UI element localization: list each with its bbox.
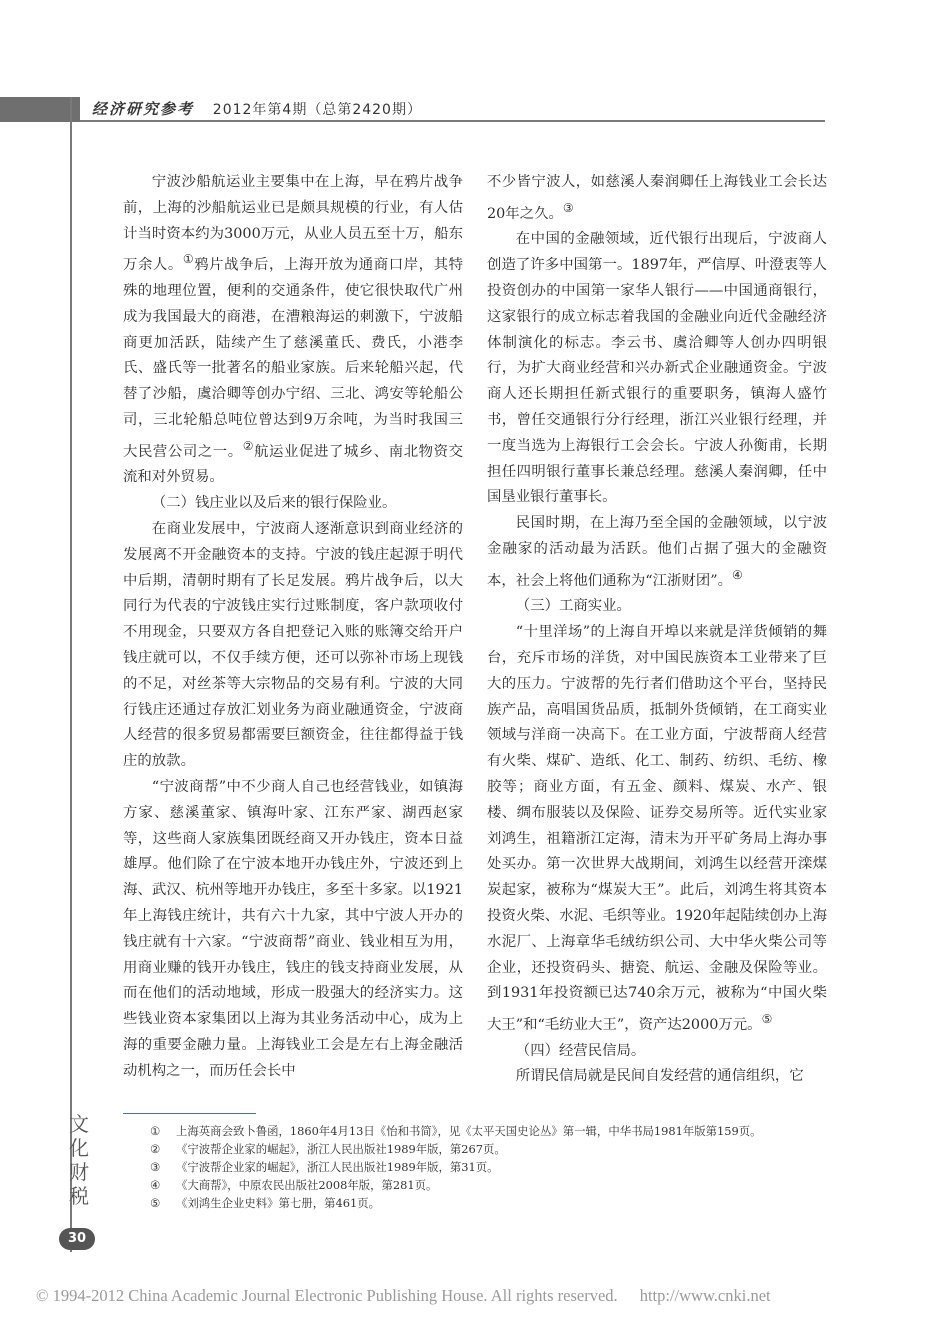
section-side-label: 文 化 财 税 [69, 1112, 89, 1208]
paragraph: 宁波沙船航运业主要集中在上海，早在鸦片战争前，上海的沙船航运业已是颇具规模的行业，有人估计当时资本约为3000万元，从业人员五至十万，船东万余人。①鸦片战争后，上海开放为通商口岸，其特殊的地理位置，便利的交通条件，使它很快取代广州成为我国最大的商港，在漕粮海运的刺激下，宁波船商更加活跃，陆续产生了慈溪董氏、费氏，小港李氏、盛氏等一批著名的船业家族。后来轮船兴起，代替了沙船，虞洽卿等创办宁绍、三北、鸿安等轮船公司，三北轮船总吨位曾达到9万余吨，为当时我国三大民营公司之一。②航运业促进了城乡、南北物资交流和对外贸易。 [123, 174, 463, 486]
section-heading: （二）钱庄业以及后来的银行保险业。 [151, 495, 397, 512]
page-number: 30 [59, 1228, 95, 1250]
footnote-ref[interactable]: ② [242, 438, 255, 453]
footnote-item: ② 《宁波帮企业家的崛起》，浙江人民出版社1989年版，第267页。 [150, 1142, 506, 1156]
footnote-separator [123, 1113, 256, 1114]
copyright-line [36, 1286, 771, 1306]
paragraph: “宁波商帮”中不少商人自己也经营钱业，如镇海方家、慈溪董家、镇海叶家、江东严家、湖西赵家等，这些商人家族集团既经商又开办钱庄，资本日益雄厚。他们除了在宁波本地开办钱庄外，宁波还到上海、武汉、杭州等地开办钱庄，多至十多家。以1921年上海钱庄统计，共有六十九家，其中宁波人开办的钱庄就有十六家。“宁波商帮”商业、钱业相互为用，用商业赚的钱开办钱庄，钱庄的钱支持商业发展，从而在他们的活动地域，形成一股强大的经济实力。这些钱业资本家集团以上海为其业务活动中心，成为上海的重要金融力量。上海钱业工会是左右上海金融活动机构之一，而历任会长中 [123, 778, 463, 1079]
journal-name: 经济研究参考 [92, 100, 195, 118]
footnote-item: ⑤ 《刘鸿生企业史料》第七册，第461页。 [150, 1196, 380, 1210]
header-decor-block [0, 97, 80, 122]
paragraph: 在商业发展中，宁波商人逐渐意识到商业经济的发展离不开金融资本的支持。宁波的钱庄起源于明代中后期，清朝时期有了长足发展。鸦片战争后，以大同行为代表的宁波钱庄实行过账制度，客户款项收付不用现金，只要双方各自把登记入账的账簿交给开户钱庄就可以，不仅手续方便，还可以弥补市场上现钱的不足，对丝茶等大宗物品的交易有利。宁波的大同行钱庄还通过存放汇划业务为商业融通资金，宁波商人经营的很多贸易都需要巨额资金，往往都得益于钱庄的放款。 [123, 520, 463, 770]
header-rule [80, 120, 825, 122]
cnki-link[interactable]: http://www.cnki.net [639, 1286, 771, 1305]
footnote-item: ① 上海英商会致卜鲁函，1860年4月13日《怡和书简》，见《太平天国史论丛》第一辑，中华书局1981年版第159页。 [150, 1124, 762, 1138]
right-column [487, 170, 827, 1090]
footnote-ref[interactable]: ④ [731, 567, 743, 582]
left-column [123, 170, 463, 1084]
footnote-ref[interactable]: ③ [562, 200, 574, 215]
paragraph: 民国时期，在上海乃至全国的金融领域，以宁波金融家的活动最为活跃。他们占据了强大的金融资本，社会上将他们通称为“江浙财团”。④ [487, 515, 827, 589]
section-heading: （四）经营民信局。 [515, 1042, 646, 1059]
paragraph: “十里洋场”的上海自开埠以来就是洋货倾销的舞台，充斥市场的洋货，对中国民族资本工业带来了巨大的压力。宁波帮的先行者们借助这个平台，坚持民族产品，高唱国货品质，抵制外货倾销，在工商实业领域与洋商一决高下。在工业方面，宁波帮商人经营有火柴、煤矿、造纸、化工、制药、纺织、毛纺、橡胶等；商业方面，有五金、颜料、煤炭、水产、银楼、绸布服装以及保险、证券交易所等。近代实业家刘鸿生，祖籍浙江定海，清末为开平矿务局上海办事处买办。第一次世界大战期间，刘鸿生以经营开滦煤炭起家，被称为“煤炭大王”。此后，刘鸿生将其资本投资火柴、水泥、毛织等业。1920年起陆续创办上海水泥厂、上海章华毛绒纺织公司、大中华火柴公司等企业，还投资码头、搪瓷、航运、金融及保险等业。到1931年投资额已达740余万元，被称为“中国火柴大王”和“毛纺业大王”，资产达2000万元。⑤ [487, 624, 827, 1033]
issue-info: 2012年第4期（总第2420期） [212, 102, 422, 118]
section-heading: （三）工商实业。 [515, 598, 631, 615]
footnote-ref[interactable]: ⑤ [761, 1012, 773, 1027]
footnote-ref[interactable]: ① [182, 252, 195, 267]
footnote-item: ④ 《大商帮》，中原农民出版社2008年版，第281页。 [150, 1178, 438, 1192]
footnote-item: ③ 《宁波帮企业家的崛起》，浙江人民出版社1989年版，第31页。 [150, 1160, 499, 1174]
paragraph-continued: 不少皆宁波人，如慈溪人秦润卿任上海钱业工会长达20年之久。③ [487, 174, 827, 222]
paragraph: 在中国的金融领域，近代银行出现后，宁波商人创造了许多中国第一。1897年，严信厚、叶澄衷等人投资创办的中国第一家华人银行——中国通商银行，这家银行的成立标志着我国的金融业向近代金融经济体制演化的标志。李云书、虞洽卿等人创办四明银行，为扩大商业经营和兴办新式企业融通资金。宁波商人还长期担任新式银行的重要职务，镇海人盛竹书，曾任交通银行分行经理，浙江兴业银行经理，并一度当选为上海银行工会会长。宁波人孙衡甫，长期担任四明银行董事长兼总经理。慈溪人秦润卿，任中国垦业银行董事长。 [487, 231, 827, 506]
paragraph: 所谓民信局就是民间自发经营的通信组织，它 [515, 1068, 804, 1085]
running-header [92, 98, 422, 119]
copyright-text: © 1994-2012 China Academic Journal Electronic Publishing House. All rights reserved. [36, 1286, 618, 1305]
margin-vertical-rule [70, 97, 72, 1252]
footnotes [150, 1122, 830, 1212]
